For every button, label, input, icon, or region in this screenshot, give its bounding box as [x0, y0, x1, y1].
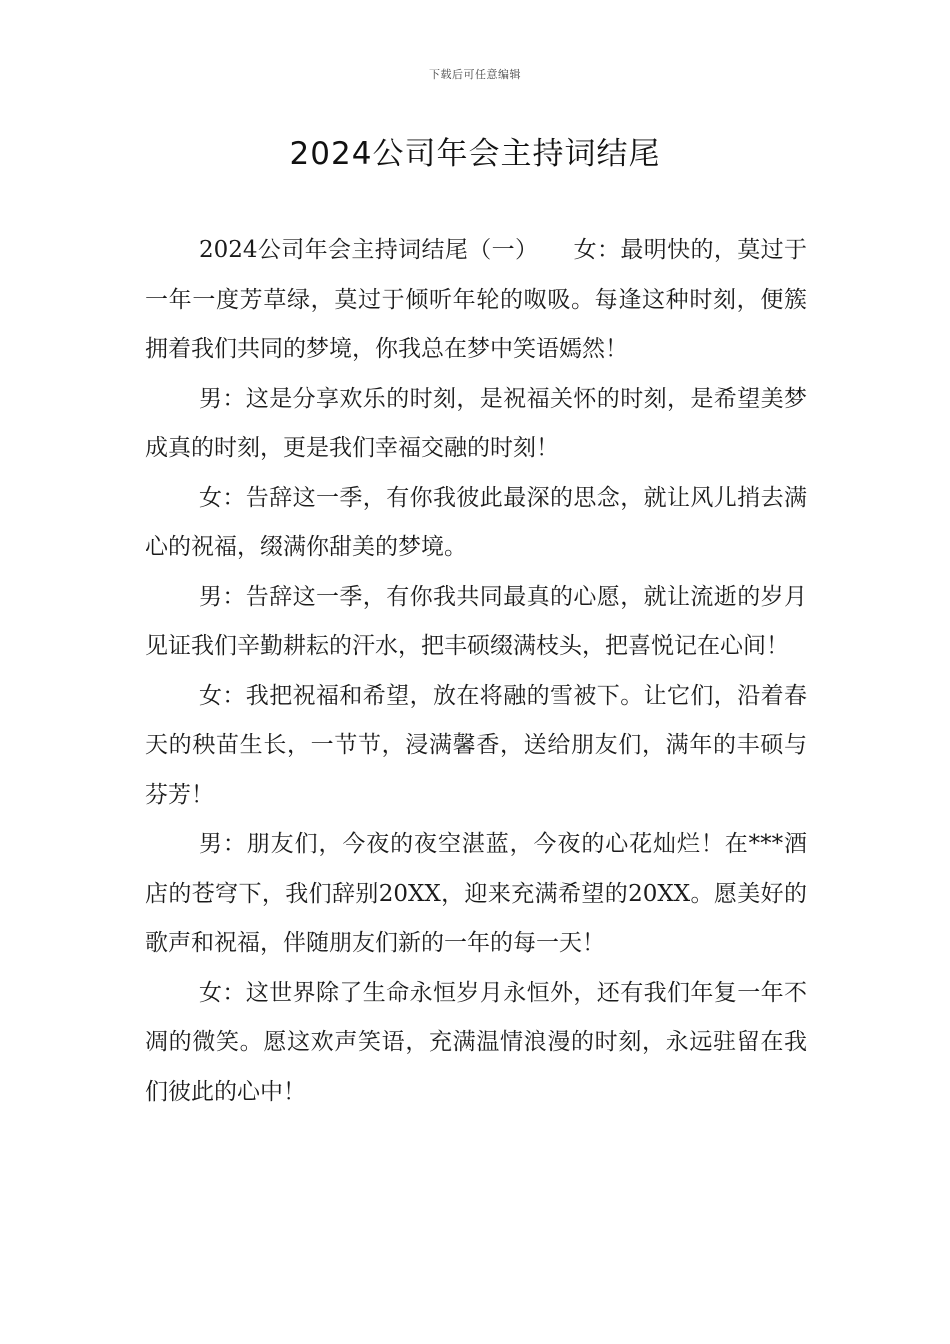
document-body: [145, 226, 807, 1117]
paragraph: 男：朋友们，今夜的夜空湛蓝，今夜的心花灿烂！在***酒店的苍穹下，我们辞别20XX，迎来充满希望的20XX。愿美好的歌声和祝福，伴随朋友们新的一年的每一天！: [145, 831, 807, 956]
paragraph: 男：告辞这一季，有你我共同最真的心愿，就让流逝的岁月见证我们辛勤耕耘的汗水，把丰硕缀满枝头，把喜悦记在心间！: [145, 583, 807, 659]
paragraph: 男：这是分享欢乐的时刻，是祝福关怀的时刻，是希望美梦成真的时刻，更是我们幸福交融的时刻！: [145, 385, 807, 461]
paragraph: 女：告辞这一季，有你我彼此最深的思念，就让风儿捎去满心的祝福，缀满你甜美的梦境。: [145, 484, 807, 560]
paragraph: 女：我把祝福和希望，放在将融的雪被下。让它们，沿着春天的秧苗生长，一节节，浸满馨香，送给朋友们，满年的丰硕与芬芳！: [145, 682, 807, 808]
paragraph: 2024公司年会主持词结尾（一） 女：最明快的，莫过于一年一度芳草绿，莫过于倾听年轮的呶吸。每逢这种时刻，便簇拥着我们共同的梦境，你我总在梦中笑语嫣然！: [145, 237, 807, 362]
header-note: 下载后可任意编辑: [429, 68, 521, 81]
paragraph: 女：这世界除了生命永恒岁月永恒外，还有我们年复一年不凋的微笑。愿这欢声笑语，充满温情浪漫的时刻，永远驻留在我们彼此的心中！: [145, 979, 807, 1105]
document-title: 2024公司年会主持词结尾: [289, 136, 661, 172]
